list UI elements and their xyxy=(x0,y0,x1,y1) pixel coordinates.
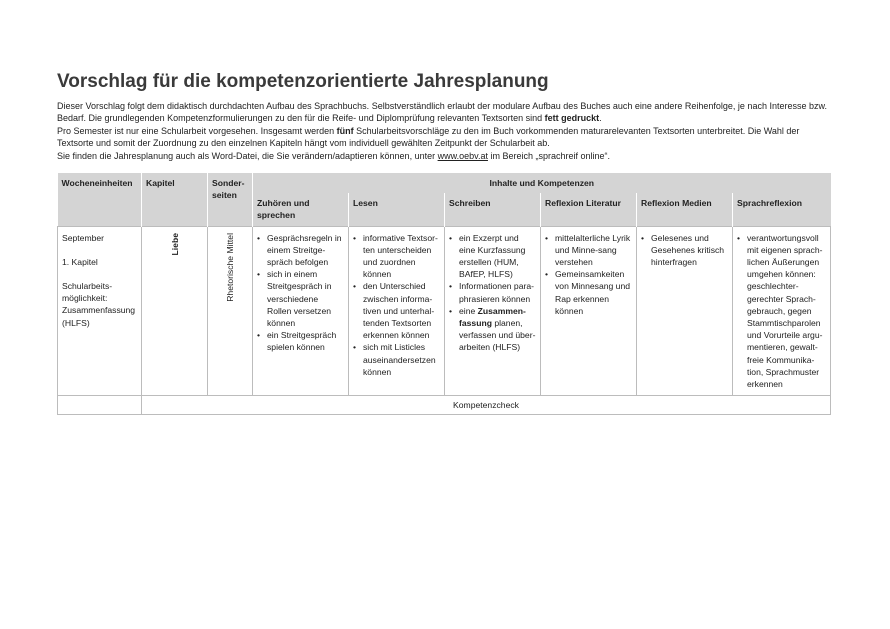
kompetenzcheck-label: Kompetenzcheck xyxy=(142,396,831,415)
intro-text xyxy=(57,100,837,162)
header-inhalte: Inhalte und Kompetenzen xyxy=(253,173,831,193)
header-schreiben: Schreiben xyxy=(445,193,541,226)
sonderseite-name: Rhetorische Mittel xyxy=(224,232,235,302)
list-item: • Gemeinsamkeiten von Minnesang und Rap erkennen können xyxy=(545,268,632,317)
cell-wocheneinheiten xyxy=(58,226,142,396)
schularbeit-label: Schularbeits-möglichkeit: xyxy=(62,281,113,304)
cell-zuhoeren xyxy=(253,226,349,396)
month-label: September xyxy=(62,232,105,243)
header-wocheneinheiten: Wocheneinheiten xyxy=(58,173,142,226)
cell-kapitel xyxy=(142,226,208,396)
intro-p3-end: im Bereich „sprachreif online“. xyxy=(487,150,610,161)
planning-table xyxy=(57,173,831,415)
list-item: • sich in einem Streitgespräch in verschiedene Rollen versetzen können xyxy=(257,268,344,329)
schularbeit-value: Zusammenfassung (HLFS) xyxy=(62,305,136,328)
intro-paragraph-2 xyxy=(57,125,837,150)
intro-p2-bold: fünf xyxy=(336,125,354,136)
header-kapitel: Kapitel xyxy=(142,173,208,226)
table-row xyxy=(58,226,831,396)
cell-sonderseiten xyxy=(208,226,253,396)
oebv-link[interactable]: www.oebv.at xyxy=(437,150,488,161)
list-item: • Gesprächsregeln in einem Streitge-spräch befolgen xyxy=(257,232,344,269)
intro-p1-text: Dieser Vorschlag folgt dem didaktisch durchdachten Aufbau des Sprachbuchs. Selbstverständlich erlaubt der modulare Aufbau des Buches auch eine andere Reihenfolge, je nach Interesse bzw. Bedarf. Die grundlegenden Kompetenzformulierungen zu den für die Reife- und Diplomprüfung relevanten Textsorten sind xyxy=(57,101,827,124)
cell-medien xyxy=(637,226,733,396)
list-item: • ein Streitgespräch spielen können xyxy=(257,329,344,353)
cell-empty xyxy=(58,396,142,415)
intro-p1-bold: fett gedruckt xyxy=(544,113,600,124)
list-item: • Informationen para-phrasieren können xyxy=(449,280,536,304)
header-literatur: Reflexion Literatur xyxy=(541,193,637,226)
cell-literatur xyxy=(541,226,637,396)
kapitel-name: Liebe xyxy=(169,232,180,256)
schreiben-item3-start: eine xyxy=(459,305,478,316)
list-item: • sich mit Listicles auseinandersetzen können xyxy=(353,341,440,378)
cell-sprachreflexion xyxy=(733,226,831,396)
page-title: Vorschlag für die kompetenzorientierte Jahresplanung xyxy=(57,71,549,92)
intro-p2-text: Pro Semester ist nur eine Schularbeit vorgesehen. Insgesamt werden xyxy=(57,125,337,136)
cell-lesen xyxy=(349,226,445,396)
intro-paragraph-1 xyxy=(57,100,837,125)
header-sprachreflexion: Sprachreflexion xyxy=(733,193,831,226)
intro-paragraph-3 xyxy=(57,150,837,162)
chapter-label: 1. Kapitel xyxy=(62,256,98,267)
list-item: • den Unterschied zwischen informa-tiven und unterhal-tenden Textsorten erkennen können xyxy=(353,280,440,341)
schreiben-item3-end: planen, verfassen und über-arbeiten (HLFS) xyxy=(459,318,536,353)
table-header-row-1 xyxy=(58,173,831,193)
list-item xyxy=(449,305,536,354)
table-row-kompetenzcheck xyxy=(58,396,831,415)
header-sonderseiten: Sonder-seiten xyxy=(208,173,253,226)
list-item: • mittelalterliche Lyrik und Minne-sang verstehen xyxy=(545,232,632,269)
header-zuhoeren: Zuhören und sprechen xyxy=(253,193,349,226)
schreiben-item3-bold: Zusammen-fassung xyxy=(459,305,526,329)
list-item: • ein Exzerpt und eine Kurzfassung erstellen (HUM, BAfEP, HLFS) xyxy=(449,232,536,281)
list-item: • Gelesenes und Gesehenes kritisch hinterfragen xyxy=(641,232,728,269)
header-lesen: Lesen xyxy=(349,193,445,226)
header-medien: Reflexion Medien xyxy=(637,193,733,226)
intro-p2-end: Schularbeitsvorschläge zu den im Buch vorkommenden maturarelevanten Textsorten unterbreitet. Die Wahl der Textsorte und somit der Zuordnung zu den einzelnen Kapiteln hängt vom individuell gewählten Zeitpunkt der Schularbeit ab. xyxy=(57,125,800,149)
intro-p1-end: . xyxy=(599,113,602,124)
cell-schreiben xyxy=(445,226,541,396)
list-item: • informative Textsor-ten unterscheiden und zuordnen können xyxy=(353,232,440,281)
list-item: • verantwortungsvoll mit eigenen sprach-lichen Äußerungen umgehen können: geschlechter-gerechter Sprach-gebrauch, gegen Stammtischparolen und Vorurteile argu-mentieren, gewalt-freie Kommunika-tion, Sprachmuster erkennen xyxy=(737,232,826,391)
intro-p3-text: Sie finden die Jahresplanung auch als Word-Datei, die Sie verändern/adaptieren können, unter xyxy=(57,150,438,161)
